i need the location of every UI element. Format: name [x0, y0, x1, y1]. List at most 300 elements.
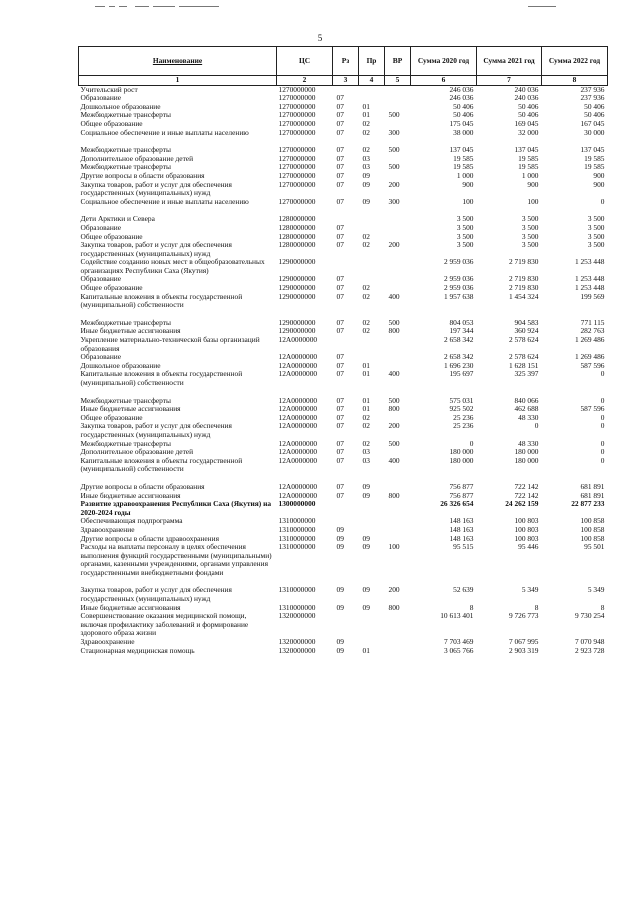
- row-sum-2020: 148 163: [449, 524, 474, 534]
- row-sum-2021: 240 036: [514, 84, 539, 94]
- row-name: Развитие здравоохранения Республики Саха (Якутия) на 2020-2024 годы: [80, 499, 272, 517]
- row-vr: 400: [388, 291, 400, 301]
- row-vr: [385, 215, 411, 224]
- row-sum-2022: 1 253 448: [574, 274, 605, 284]
- table-row: [79, 457, 608, 474]
- row-rz: 07: [336, 127, 344, 137]
- row-sum-2020: 8: [469, 602, 474, 612]
- column-number: 5: [385, 76, 411, 86]
- row-name: Общее образование: [80, 118, 143, 128]
- row-sum-2021: 722 142: [514, 490, 539, 500]
- row-sum-2021: 2 719 830: [508, 257, 539, 267]
- row-sum-2022: 0: [600, 421, 605, 431]
- row-sum-2022: 3 500: [587, 240, 605, 250]
- row-sum-2021: 1 000: [521, 170, 539, 180]
- row-rz: 07: [336, 447, 344, 457]
- row-rz: 07: [336, 438, 344, 448]
- row-name: Межбюджетные трансферты: [80, 395, 171, 405]
- row-vr: [385, 85, 411, 94]
- row-pr: 02: [362, 317, 370, 327]
- row-rz: 07: [336, 145, 344, 155]
- row-rz: 07: [336, 360, 344, 370]
- row-sum-2021: 48 330: [518, 438, 539, 448]
- row-sum-2022: 282 763: [580, 326, 605, 336]
- row-cs: 1310000000: [278, 516, 316, 526]
- row-cs: 1280000000: [278, 222, 316, 232]
- row-vr: 500: [388, 438, 400, 448]
- row-name: Закупка товаров, работ и услуг для обеспечения государственных (муниципальных) нужд: [80, 421, 232, 439]
- row-sum-2022: 681 891: [580, 481, 605, 491]
- row-name: Обеспечивающая подпрограмма: [80, 516, 183, 526]
- row-rz: 07: [336, 179, 344, 189]
- column-number: 2: [277, 76, 333, 86]
- row-sum-2020: 25 236: [453, 421, 474, 431]
- row-sum-2021: 722 142: [514, 481, 539, 491]
- row-pr: 03: [362, 447, 370, 457]
- row-cs: 12А0000000: [278, 455, 318, 465]
- row-sum-2022: 0: [600, 455, 605, 465]
- row-name: Межбюджетные трансферты: [80, 145, 171, 155]
- row-cs: 1270000000: [278, 101, 316, 111]
- row-sum-2022: 100 858: [580, 533, 605, 543]
- row-cs: 1270000000: [278, 162, 316, 172]
- row-cs: 12А0000000: [278, 447, 318, 457]
- row-sum-2022: 50 406: [584, 101, 605, 111]
- row-cs: 1320000000: [278, 637, 316, 647]
- row-pr: [359, 336, 385, 353]
- row-sum-2022: 19 585: [584, 162, 605, 172]
- column-number: 8: [542, 76, 608, 86]
- row-vr: 200: [388, 240, 400, 250]
- row-cs: 12А0000000: [278, 490, 318, 500]
- row-name: Расходы на выплаты персоналу в целях обеспечения выполнения функций государственными (муниципальными) органами, казенными учреждениями, органами управления государственными внебюджетными фондами: [80, 542, 272, 577]
- row-sum-2021: 9 726 773: [508, 611, 539, 621]
- header-rz: Рз: [333, 47, 359, 76]
- row-name: Общее образование: [80, 231, 143, 241]
- row-sum-2021: 180 000: [514, 455, 539, 465]
- row-cs: 1290000000: [278, 257, 316, 267]
- row-sum-2021: 2 903 319: [508, 645, 539, 655]
- row-sum-2022: 237 936: [580, 84, 605, 94]
- table-row: [79, 543, 608, 577]
- column-number: 1: [79, 76, 277, 86]
- row-sum-2022: 1 269 486: [574, 335, 605, 345]
- row-sum-2022: 900: [593, 179, 605, 189]
- row-name: Образование: [80, 352, 122, 362]
- row-name: Иные бюджетные ассигнования: [80, 602, 181, 612]
- row-rz: 07: [336, 101, 344, 111]
- table-row: [79, 241, 608, 258]
- row-sum-2021: 0: [534, 421, 539, 431]
- row-rz: 07: [336, 455, 344, 465]
- row-sum-2020: 1 957 638: [443, 291, 474, 301]
- row-name: Общее образование: [80, 283, 143, 293]
- row-sum-2020: 100: [462, 196, 474, 206]
- row-rz: 07: [336, 196, 344, 206]
- row-rz: 09: [336, 637, 344, 647]
- row-sum-2020: 2 959 036: [443, 283, 474, 293]
- row-cs: 1310000000: [278, 524, 316, 534]
- row-pr: 09: [362, 179, 370, 189]
- row-sum-2022: 0: [600, 196, 605, 206]
- row-name: Другие вопросы в области здравоохранения: [80, 533, 219, 543]
- row-cs: 1290000000: [278, 326, 316, 336]
- row-sum-2020: 148 163: [449, 516, 474, 526]
- row-sum-2022: 100 858: [580, 516, 605, 526]
- row-vr: [385, 224, 411, 233]
- row-vr: [385, 500, 411, 517]
- row-sum-2021: 100: [527, 196, 539, 206]
- row-cs: 1290000000: [278, 274, 316, 284]
- row-name: Образование: [80, 274, 122, 284]
- row-sum-2020: 3 500: [456, 240, 474, 250]
- row-name: Межбюджетные трансферты: [80, 162, 171, 172]
- row-rz: 09: [336, 524, 344, 534]
- row-sum-2020: 180 000: [449, 447, 474, 457]
- row-name: Здравоохранение: [80, 524, 135, 534]
- row-sum-2021: 240 036: [514, 93, 539, 103]
- table-row: [79, 181, 608, 198]
- row-sum-2020: 148 163: [449, 533, 474, 543]
- row-pr: 01: [362, 101, 370, 111]
- row-cs: 12А0000000: [278, 360, 318, 370]
- column-number: 6: [411, 76, 477, 86]
- row-cs: 12А0000000: [278, 404, 318, 414]
- row-pr: 09: [362, 481, 370, 491]
- row-sum-2022: 167 045: [580, 118, 605, 128]
- row-rz: [333, 612, 359, 638]
- row-rz: 07: [336, 231, 344, 241]
- row-sum-2022: 0: [600, 412, 605, 422]
- row-sum-2022: 95 501: [584, 542, 605, 552]
- row-rz: [333, 336, 359, 353]
- column-number-row: [79, 76, 608, 86]
- header-cs: ЦС: [277, 47, 333, 76]
- row-cs: 12А0000000: [278, 421, 318, 431]
- row-sum-2022: 771 115: [580, 317, 605, 327]
- row-vr: [385, 353, 411, 362]
- row-pr: 02: [362, 326, 370, 336]
- row-pr: [359, 258, 385, 275]
- row-sum-2020: 804 053: [449, 317, 474, 327]
- row-sum-2022: 237 936: [580, 93, 605, 103]
- row-sum-2022: 100 858: [580, 524, 605, 534]
- row-sum-2020: 26 326 654: [440, 499, 474, 509]
- table-row: [79, 129, 608, 138]
- row-name: Дошкольное образование: [80, 360, 161, 370]
- row-sum-2022: 1 253 448: [574, 283, 605, 293]
- row-vr: 100: [388, 542, 400, 552]
- row-cs: 1290000000: [278, 283, 316, 293]
- row-pr: 01: [362, 404, 370, 414]
- row-rz: 07: [336, 404, 344, 414]
- row-sum-2020: 25 236: [453, 412, 474, 422]
- row-sum-2020: 2 658 342: [443, 352, 474, 362]
- row-sum-2020: 246 036: [449, 84, 474, 94]
- scan-top-marks: [95, 6, 565, 10]
- row-pr: 02: [362, 145, 370, 155]
- row-sum-2021: 95 446: [518, 542, 539, 552]
- row-pr: [359, 517, 385, 526]
- row-sum-2021: 8: [534, 602, 539, 612]
- row-sum-2021: 7 067 995: [508, 637, 539, 647]
- row-pr: 02: [362, 127, 370, 137]
- row-sum-2020: 1 696 230: [443, 360, 474, 370]
- row-sum-2020: 0: [469, 438, 474, 448]
- row-sum-2021: 840 066: [514, 395, 539, 405]
- row-pr: [359, 215, 385, 224]
- row-vr: 800: [388, 490, 400, 500]
- row-sum-2022: 0: [600, 447, 605, 457]
- row-rz: 07: [336, 162, 344, 172]
- row-sum-2020: 2 959 036: [443, 274, 474, 284]
- row-pr: 09: [362, 170, 370, 180]
- header-name: Наименование: [79, 47, 277, 76]
- row-sum-2022: 8: [600, 602, 605, 612]
- row-sum-2022: 587 596: [580, 360, 605, 370]
- row-pr: 02: [362, 412, 370, 422]
- row-cs: 12А0000000: [278, 412, 318, 422]
- row-sum-2021: 3 500: [521, 240, 539, 250]
- row-cs: 1270000000: [278, 145, 316, 155]
- row-rz: [333, 500, 359, 517]
- row-pr: 09: [362, 533, 370, 543]
- row-sum-2021: 3 500: [521, 214, 539, 224]
- row-sum-2022: 681 891: [580, 490, 605, 500]
- row-pr: 02: [362, 438, 370, 448]
- row-sum-2022: 9 730 254: [574, 611, 605, 621]
- row-cs: 1270000000: [278, 153, 316, 163]
- row-sum-2020: 3 500: [456, 214, 474, 224]
- row-sum-2021: 3 500: [521, 222, 539, 232]
- row-rz: 07: [336, 481, 344, 491]
- row-vr: 200: [388, 179, 400, 189]
- row-sum-2020: 50 406: [453, 101, 474, 111]
- row-sum-2021: 48 330: [518, 412, 539, 422]
- row-rz: 07: [336, 352, 344, 362]
- row-name: Социальное обеспечение и иные выплаты населению: [80, 127, 249, 137]
- row-sum-2021: 462 688: [514, 404, 539, 414]
- row-vr: [385, 647, 411, 656]
- row-sum-2020: 925 502: [449, 404, 474, 414]
- row-pr: 01: [362, 369, 370, 379]
- row-sum-2020: 3 500: [456, 222, 474, 232]
- row-sum-2021: 32 000: [518, 127, 539, 137]
- row-pr: 09: [362, 196, 370, 206]
- table-header-row: [79, 47, 608, 76]
- row-name: Межбюджетные трансферты: [80, 110, 171, 120]
- row-pr: 01: [362, 395, 370, 405]
- row-sum-2020: 900: [462, 179, 474, 189]
- row-sum-2022: 3 500: [587, 214, 605, 224]
- row-sum-2020: 756 877: [449, 481, 474, 491]
- row-cs: 12А0000000: [278, 369, 318, 379]
- row-sum-2022: 1 269 486: [574, 352, 605, 362]
- row-pr: 01: [362, 360, 370, 370]
- row-name: Межбюджетные трансферты: [80, 317, 171, 327]
- row-pr: 03: [362, 162, 370, 172]
- row-sum-2020: 180 000: [449, 455, 474, 465]
- row-rz: 07: [336, 317, 344, 327]
- row-cs: 1320000000: [278, 645, 316, 655]
- row-name: Закупка товаров, работ и услуг для обеспечения государственных (муниципальных) нужд: [80, 179, 232, 198]
- row-sum-2022: 5 349: [587, 585, 605, 595]
- row-rz: 07: [336, 369, 344, 379]
- row-vr: [385, 336, 411, 353]
- row-sum-2021: 3 500: [521, 231, 539, 241]
- row-vr: [385, 94, 411, 103]
- row-rz: 07: [336, 240, 344, 250]
- row-vr: [385, 638, 411, 647]
- row-sum-2022: 3 500: [587, 231, 605, 241]
- row-pr: 09: [362, 585, 370, 595]
- row-name: Социальное обеспечение и иные выплаты населению: [80, 196, 249, 206]
- row-pr: [359, 85, 385, 94]
- page-number: 5: [317, 33, 323, 43]
- row-name: Дополнительное образование детей: [80, 447, 194, 457]
- row-rz: 07: [336, 412, 344, 422]
- row-pr: 02: [362, 118, 370, 128]
- row-name: Образование: [80, 93, 122, 103]
- row-cs: 1270000000: [278, 127, 316, 137]
- row-vr: 300: [388, 196, 400, 206]
- row-rz: 07: [336, 222, 344, 232]
- row-pr: 02: [362, 240, 370, 250]
- row-sum-2021: 360 924: [514, 326, 539, 336]
- column-number: 4: [359, 76, 385, 86]
- row-sum-2021: 100 803: [514, 524, 539, 534]
- table-row: [79, 336, 608, 353]
- row-sum-2021: 19 585: [518, 153, 539, 163]
- row-rz: 07: [336, 170, 344, 180]
- row-sum-2020: 575 031: [449, 395, 474, 405]
- table-row: [79, 258, 608, 275]
- row-vr: 300: [388, 127, 400, 137]
- row-sum-2022: 3 500: [587, 222, 605, 232]
- row-vr: 500: [388, 162, 400, 172]
- row-pr: 01: [362, 110, 370, 120]
- header-pr: Пр: [359, 47, 385, 76]
- table-row: [79, 198, 608, 207]
- row-cs: 1270000000: [278, 84, 316, 94]
- row-vr: 400: [388, 455, 400, 465]
- row-vr: [385, 275, 411, 284]
- table-row: [79, 422, 608, 439]
- row-cs: 1310000000: [278, 533, 316, 543]
- row-cs: 1270000000: [278, 93, 316, 103]
- row-sum-2021: 19 585: [518, 162, 539, 172]
- row-sum-2020: 3 500: [456, 231, 474, 241]
- row-sum-2020: 3 065 766: [443, 645, 474, 655]
- row-pr: 03: [362, 455, 370, 465]
- row-rz: 07: [336, 283, 344, 293]
- row-vr: 400: [388, 369, 400, 379]
- row-sum-2020: 137 045: [449, 145, 474, 155]
- table-row: [79, 370, 608, 387]
- header-sum-2022: Сумма 2022 год: [542, 47, 608, 76]
- row-sum-2020: 7 703 469: [443, 637, 474, 647]
- row-sum-2022: 0: [600, 395, 605, 405]
- row-rz: 07: [336, 118, 344, 128]
- row-sum-2021: 137 045: [514, 145, 539, 155]
- row-sum-2022: 137 045: [580, 145, 605, 155]
- row-cs: 1270000000: [278, 118, 316, 128]
- row-sum-2020: 19 585: [453, 162, 474, 172]
- row-sum-2020: 10 613 401: [440, 611, 474, 621]
- row-sum-2021: 2 578 624: [508, 352, 539, 362]
- column-number: 7: [477, 76, 542, 86]
- row-sum-2020: 50 406: [453, 110, 474, 120]
- table-row: [79, 647, 608, 656]
- row-rz: 09: [336, 645, 344, 655]
- row-cs: 1280000000: [278, 231, 316, 241]
- row-sum-2021: 2 578 624: [508, 335, 539, 345]
- row-sum-2022: 30 000: [584, 127, 605, 137]
- row-rz: 09: [336, 542, 344, 552]
- row-vr: 500: [388, 395, 400, 405]
- row-sum-2021: 50 406: [518, 110, 539, 120]
- row-vr: [385, 517, 411, 526]
- row-name: Дополнительное образование детей: [80, 153, 194, 163]
- row-vr: 800: [388, 404, 400, 414]
- row-sum-2020: 52 639: [453, 585, 474, 595]
- row-sum-2021: 180 000: [514, 447, 539, 457]
- row-sum-2022: 587 596: [580, 404, 605, 414]
- row-pr: 02: [362, 291, 370, 301]
- table-row: [79, 586, 608, 603]
- row-rz: 07: [336, 421, 344, 431]
- row-name: Капитальные вложения в объекты государственной (муниципальной) собственности: [80, 369, 243, 387]
- row-vr: [385, 258, 411, 275]
- row-cs: 1270000000: [278, 196, 316, 206]
- row-cs: 1310000000: [278, 602, 316, 612]
- header-sum-2021: Сумма 2021 год: [477, 47, 542, 76]
- row-cs: 1280000000: [278, 214, 316, 224]
- row-cs: 12А0000000: [278, 352, 318, 362]
- row-pr: [359, 612, 385, 638]
- row-cs: 12А0000000: [278, 438, 318, 448]
- row-name: Стационарная медицинская помощь: [80, 645, 195, 655]
- row-sum-2021: 900: [527, 179, 539, 189]
- row-sum-2020: 175 045: [449, 118, 474, 128]
- row-cs: 1310000000: [278, 585, 316, 595]
- row-rz: 07: [336, 490, 344, 500]
- row-vr: 500: [388, 145, 400, 155]
- row-sum-2020: 38 000: [453, 127, 474, 137]
- row-pr: 01: [362, 645, 370, 655]
- row-rz: 09: [336, 585, 344, 595]
- row-pr: 09: [362, 490, 370, 500]
- row-vr: 500: [388, 110, 400, 120]
- row-rz: 09: [336, 533, 344, 543]
- budget-table: [78, 46, 608, 655]
- row-sum-2021: 24 262 159: [505, 499, 539, 509]
- row-rz: 07: [336, 110, 344, 120]
- row-cs: 1320000000: [278, 611, 316, 621]
- row-rz: 07: [336, 274, 344, 284]
- row-sum-2022: 0: [600, 438, 605, 448]
- row-name: Здравоохранение: [80, 637, 135, 647]
- row-sum-2020: 246 036: [449, 93, 474, 103]
- row-name: Содействие созданию новых мест в общеобразовательных организациях Республики Саха (Якутия): [80, 257, 265, 275]
- row-vr: 800: [388, 326, 400, 336]
- row-cs: 12А0000000: [278, 481, 318, 491]
- header-vr: ВР: [385, 47, 411, 76]
- row-sum-2022: 1 253 448: [574, 257, 605, 267]
- row-rz: 09: [336, 602, 344, 612]
- row-pr: 02: [362, 421, 370, 431]
- row-sum-2021: 2 719 830: [508, 283, 539, 293]
